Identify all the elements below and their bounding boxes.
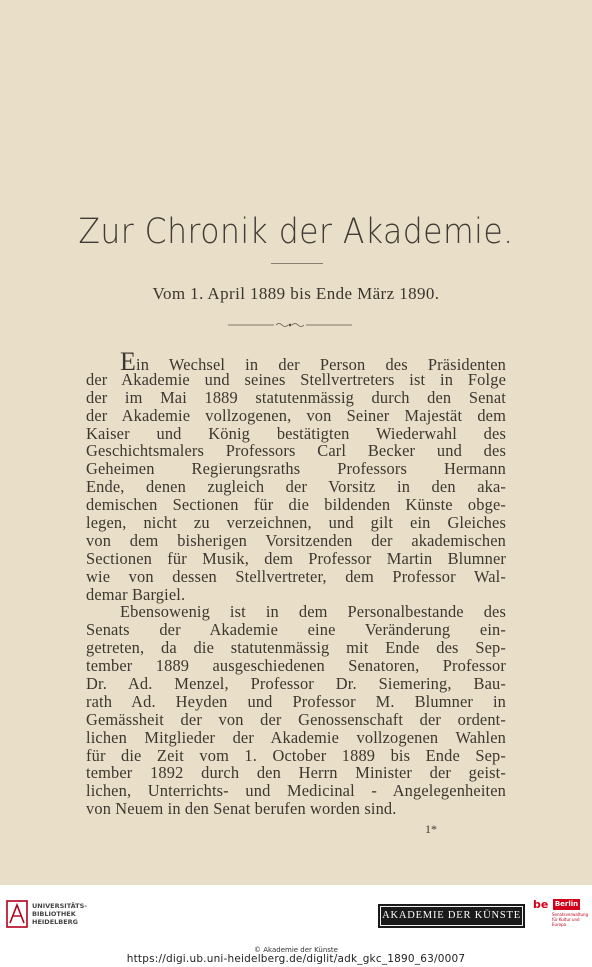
body-line: demischen Sectionen für die bildenden Künste obge- bbox=[86, 495, 506, 515]
body-line: Ebensowenig ist in dem Personalbestande des bbox=[120, 602, 506, 622]
body-line-text: in Wechsel in der Person des Präsidenten bbox=[136, 355, 506, 374]
body-line: für die Zeit vom 1. October 1889 bis Ende Sep- bbox=[86, 745, 506, 765]
page-subtitle: Vom 1. April 1889 bis Ende März 1890. bbox=[152, 284, 440, 303]
body-line: der Akademie und seines Stellvertreters ist in Folge bbox=[86, 369, 506, 389]
body-line: Ende, denen zugleich der Vorsitz in den aka- bbox=[86, 477, 506, 497]
body-line: der Akademie vollzogenen, von Seiner Majestät dem bbox=[86, 405, 506, 425]
body-text bbox=[86, 347, 506, 819]
berlin-senate-logo[interactable]: be Berlin Senatsverwaltung für Kultur und Europa bbox=[533, 898, 589, 927]
body-line: demar Bargiel. bbox=[86, 584, 186, 604]
body-line: tember 1892 durch den Herrn Minister der geist- bbox=[86, 763, 506, 783]
body-line: Sectionen für Musik, dem Professor Martin Blumner bbox=[86, 548, 506, 568]
copyright-line: © Akademie der Künste bbox=[254, 946, 338, 954]
dropcap: E bbox=[120, 347, 137, 376]
folio: 1* bbox=[425, 822, 437, 836]
library-logo-icon[interactable] bbox=[6, 899, 28, 929]
body-line: getreten, da die statutenmässig mit Ende des Sep- bbox=[86, 638, 506, 658]
page-title: Zur Chronik der Akademie. bbox=[78, 212, 514, 252]
body-line: von dem bisherigen Vorsitzenden der akademischen bbox=[86, 530, 506, 550]
body-line: Dr. Ad. Menzel, Professor Dr. Siemering, Bau- bbox=[86, 674, 506, 694]
ornament-divider bbox=[228, 318, 352, 332]
body-line bbox=[86, 347, 506, 376]
body-line: Geschichtsmalers Professors Carl Becker und des bbox=[86, 441, 506, 461]
body-line: Geheimen Regierungsraths Professors Hermann bbox=[86, 459, 506, 479]
body-line: tember 1889 ausgeschiedenen Senatoren, Professor bbox=[86, 656, 506, 676]
body-line: Gemässheit der von der Genossenschaft der ordent- bbox=[86, 709, 506, 729]
body-line: von Neuem in den Senat berufen worden sind. bbox=[86, 799, 397, 819]
akademie-logo[interactable]: AKADEMIE DER KÜNSTE bbox=[378, 904, 525, 928]
body-line: Kaiser und König bestätigten Wiederwahl des bbox=[86, 423, 506, 443]
body-line: der im Mai 1889 statutenmässig durch den Senat bbox=[86, 387, 506, 407]
body-line: legen, nicht zu verzeichnen, und gilt ein Gleiches bbox=[86, 513, 506, 533]
body-line: lichen Mitglieder der Akademie vollzogenen Wahlen bbox=[86, 727, 506, 747]
library-name[interactable]: UNIVERSITÄTS- BIBLIOTHEK HEIDELBERG bbox=[32, 902, 87, 926]
permalink-url[interactable]: https://digi.ub.uni-heidelberg.de/diglit/adk_gkc_1890_63/0007 bbox=[126, 953, 466, 965]
title-rule bbox=[271, 263, 323, 264]
body-line: lichen, Unterrichts- und Medicinal - Angelegenheiten bbox=[86, 781, 506, 801]
body-line: rath Ad. Heyden und Professor M. Blumner in bbox=[86, 691, 506, 711]
body-line: Senats der Akademie eine Veränderung ein- bbox=[86, 620, 506, 640]
body-line: wie von dessen Stellvertreter, dem Professor Wal- bbox=[86, 566, 506, 586]
